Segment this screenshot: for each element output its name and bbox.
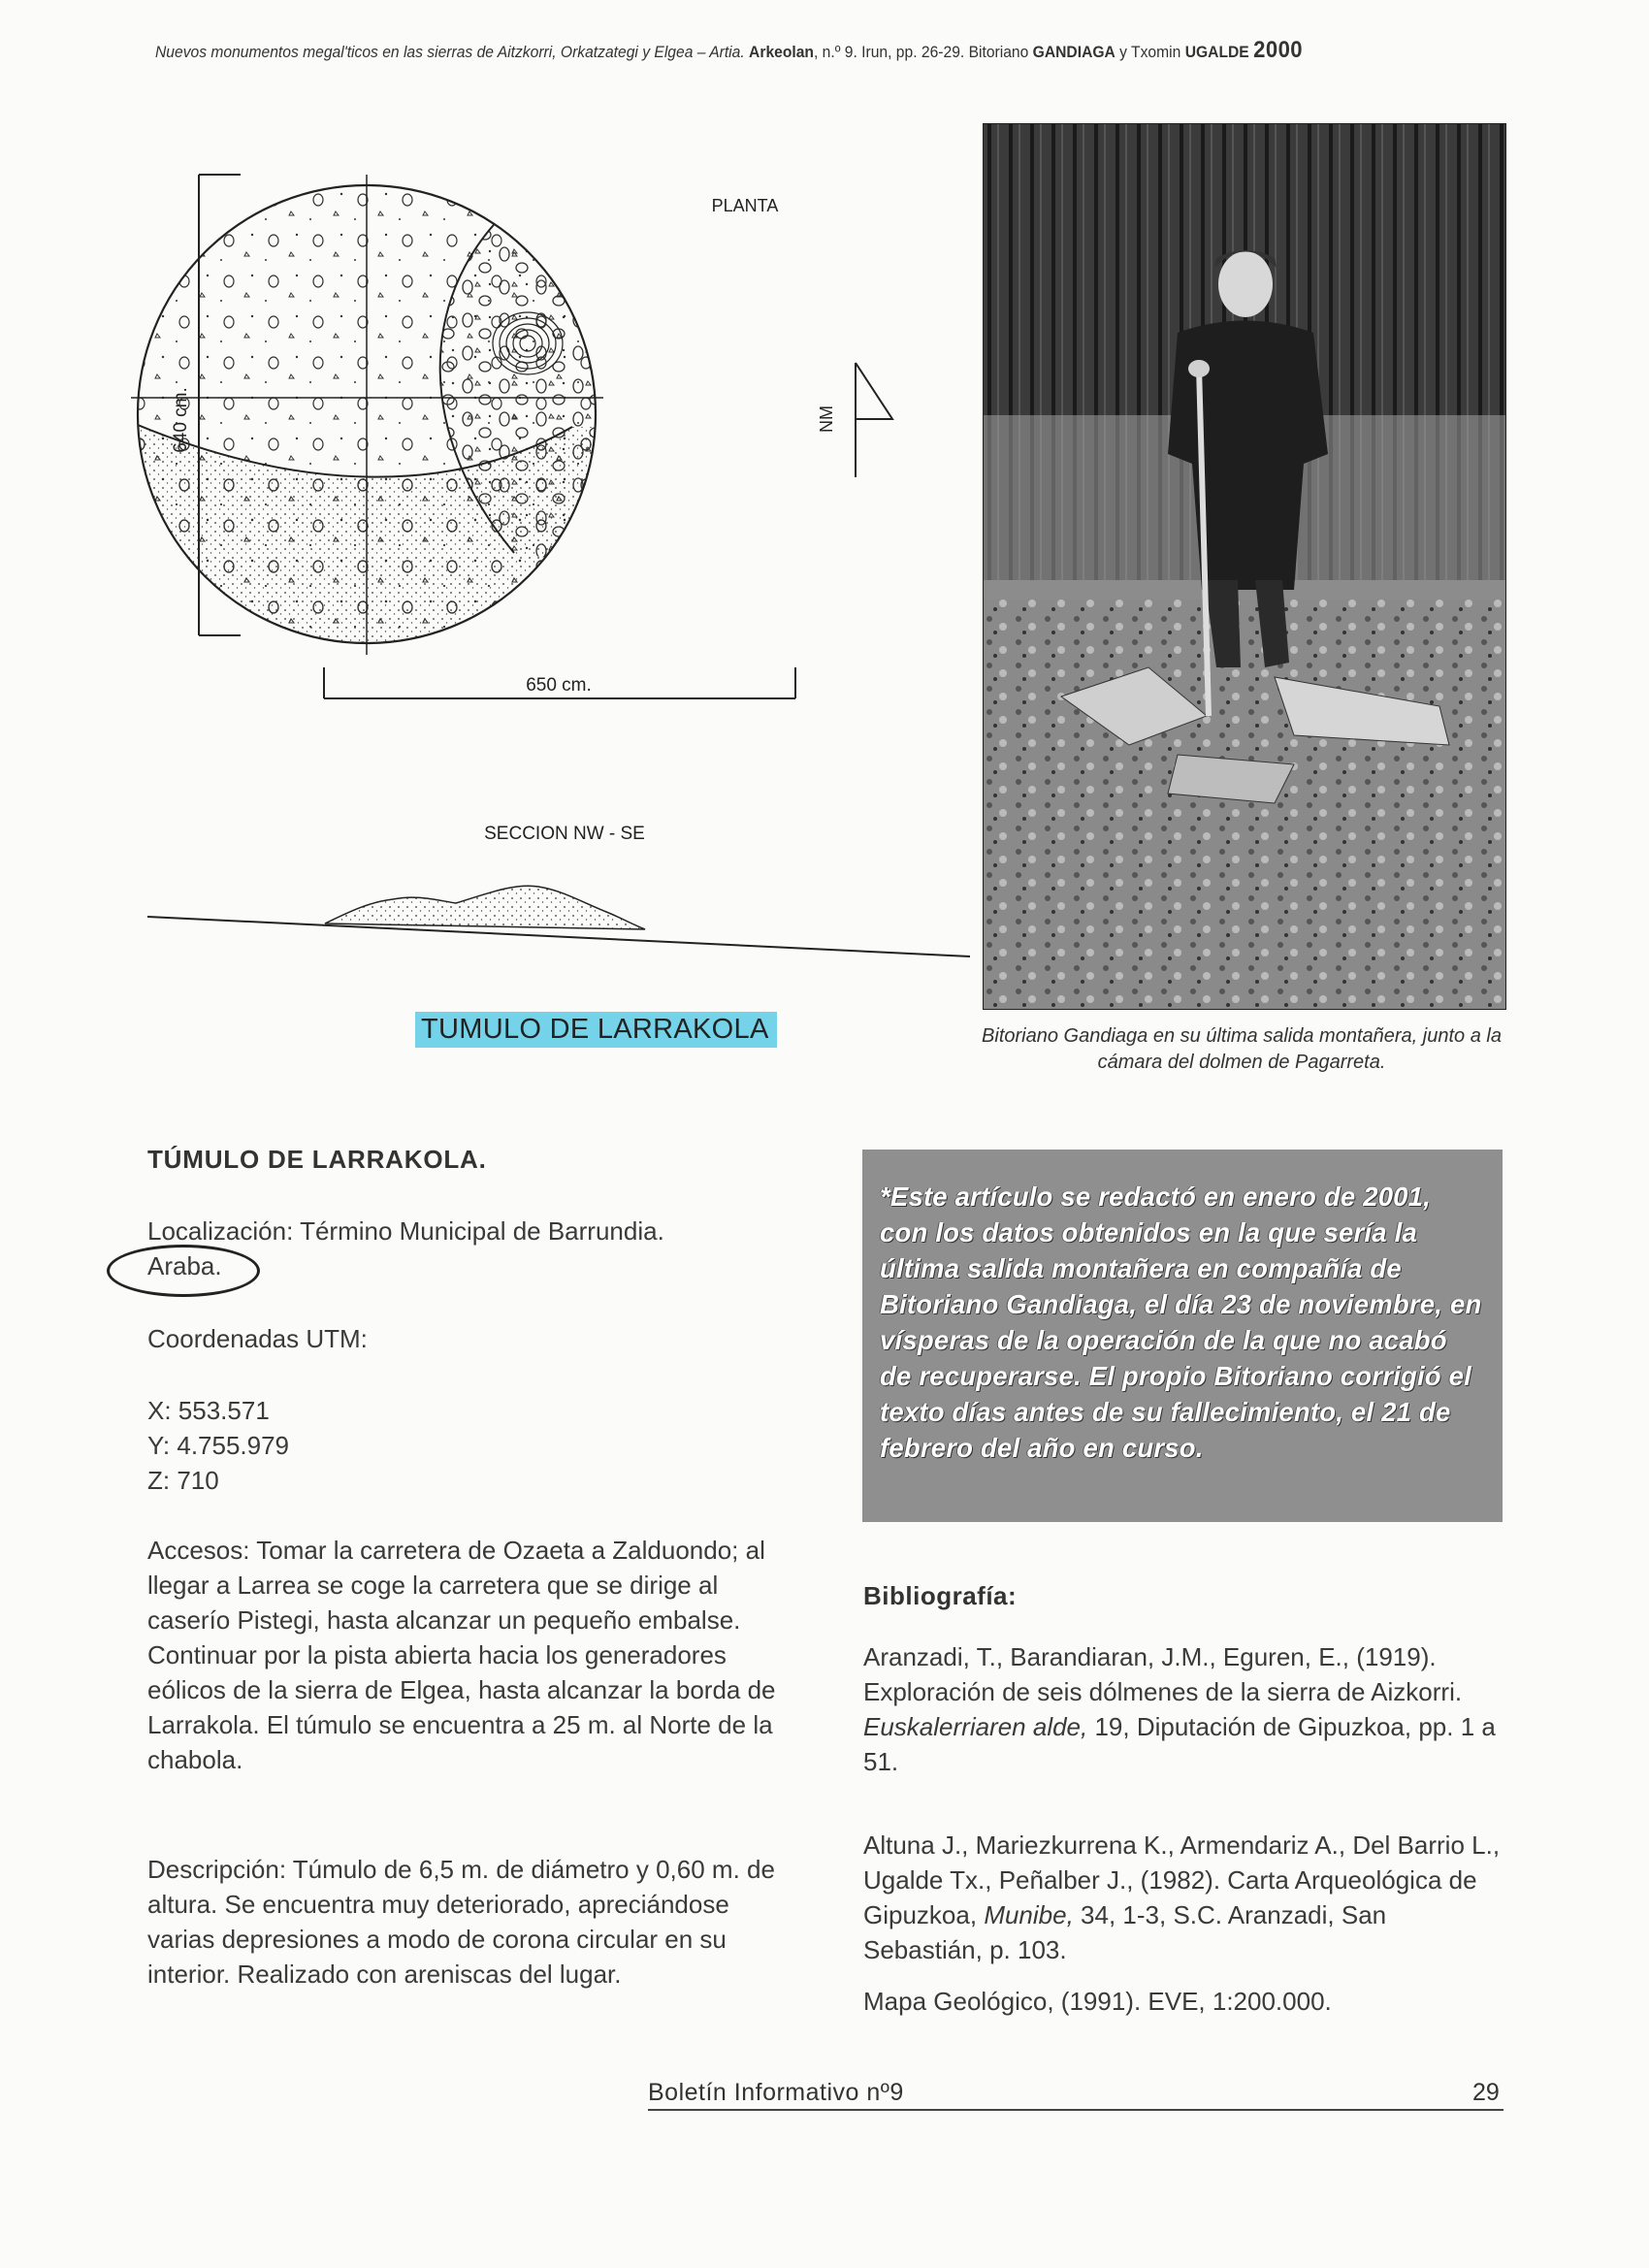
utm-y: Y: 4.755.979	[147, 1431, 290, 1460]
north-arrow-icon	[856, 363, 892, 477]
article-title: TÚMULO DE LARRAKOLA.	[147, 1145, 487, 1174]
width-label: 650 cm.	[526, 675, 592, 696]
header-year: 2000	[1253, 37, 1304, 63]
note-box	[862, 1150, 1503, 1522]
header-citation: Nuevos monumentos megal'ticos en las sierras de Aitzkorri, Orkatzategi y Elgea – Artia.	[155, 43, 745, 61]
plan-label: PLANTA	[711, 196, 779, 215]
bibliography-ref-1	[863, 1639, 1504, 1779]
photo-caption: Bitoriano Gandiaga en su última salida montañera, junto a la cámara del dolmen de Pagarreta.	[982, 1025, 1502, 1073]
header-conj: y Txomin	[1115, 43, 1181, 61]
header-details: , n.º 9. Irun, pp. 26-29. Bitoriano	[813, 43, 1029, 61]
ref2-authors: Altuna J., Mariezkurrena K., Armendariz A., Del Barrio L., Ugalde Tx., Peñalber J., (1982). Carta Arqueológica de Gipuzkoa,	[863, 1831, 1501, 1929]
footer-bulletin: Boletín Informativo nº9	[648, 2079, 904, 2106]
accesos-paragraph: Accesos: Tomar la carretera de Ozaeta a Zalduondo; al llegar a Larrea se coge la carretera que se dirige al caserío Pistegi, hasta alcanzar un pequeño embalse. Continuar por la pista abierta hacia los generadores eólicos de la sierra de Elgea, hasta alcanzar la borda de Larrakola. El túmulo se encuentra a 25 m. al Norte de la chabola.	[147, 1536, 776, 1774]
bibliography-ref-2	[863, 1828, 1504, 1967]
utm-x: X: 553.571	[147, 1396, 270, 1425]
hand-drawn-circle-mark	[107, 1245, 260, 1297]
section-label: SECCION NW - SE	[484, 824, 645, 844]
footer-rule	[648, 2109, 1504, 2111]
note-text: *Este artículo se redactó en enero de 2001, con los datos obtenidos en la que sería la última salida montañera en compañía de Bitoriano Gandiaga, el día 23 de noviembre, en vísperas de la operación de la que no acabó de recuperarse. El propio Bitoriano corrigió el texto días antes de su fallecimiento, el 21 de febrero del año en curso.	[880, 1182, 1482, 1463]
photo-image	[984, 124, 1505, 1009]
section-profile	[147, 886, 970, 956]
ref1-authors: Aranzadi, T., Barandiaran, J.M., Eguren, E., (1919). Exploración de seis dólmenes de la sierra de Aizkorri.	[863, 1642, 1463, 1706]
ref2-journal: Munibe,	[984, 1900, 1074, 1929]
photo-bitoriano-gandiaga	[983, 123, 1506, 1010]
descripcion-paragraph: Descripción: Túmulo de 6,5 m. de diámetro y 0,60 m. de altura. Se encuentra muy deteriorado, apreciándose varias depresiones a modo de corona circular en su interior. Realizado con areniscas del lugar.	[147, 1855, 775, 1989]
bibliography-ref-3: Mapa Geológico, (1991). EVE, 1:200.000.	[863, 1987, 1332, 2016]
utm-coordinates	[147, 1393, 289, 1498]
coordenadas-label: Coordenadas UTM:	[147, 1324, 368, 1353]
ref1-details: 19, Diputación de Gipuzkoa, pp. 1 a 51.	[863, 1712, 1496, 1776]
north-label: NM	[817, 405, 836, 433]
plan-fill	[126, 146, 630, 728]
utm-z: Z: 710	[147, 1466, 219, 1495]
localizacion-text: Localización: Término Municipal de Barrundia.	[147, 1216, 664, 1246]
araba-text: Araba.	[147, 1251, 222, 1280]
header-journal: Arkeolan	[749, 43, 814, 61]
page-number: 29	[1472, 2079, 1500, 2106]
figure-title: TUMULO DE LARRAKOLA	[415, 1012, 777, 1048]
ref1-journal: Euskalerriaren alde,	[863, 1712, 1088, 1741]
running-header	[155, 37, 1405, 64]
ref2-details: 34, 1-3, S.C. Aranzadi, San Sebastián, p. 103.	[863, 1900, 1387, 1964]
header-author2: UGALDE	[1184, 43, 1249, 61]
bibliography-title: Bibliografía:	[863, 1581, 1018, 1610]
tumulus-plan-drawing	[126, 146, 980, 980]
header-author1: GANDIAGA	[1032, 43, 1116, 61]
